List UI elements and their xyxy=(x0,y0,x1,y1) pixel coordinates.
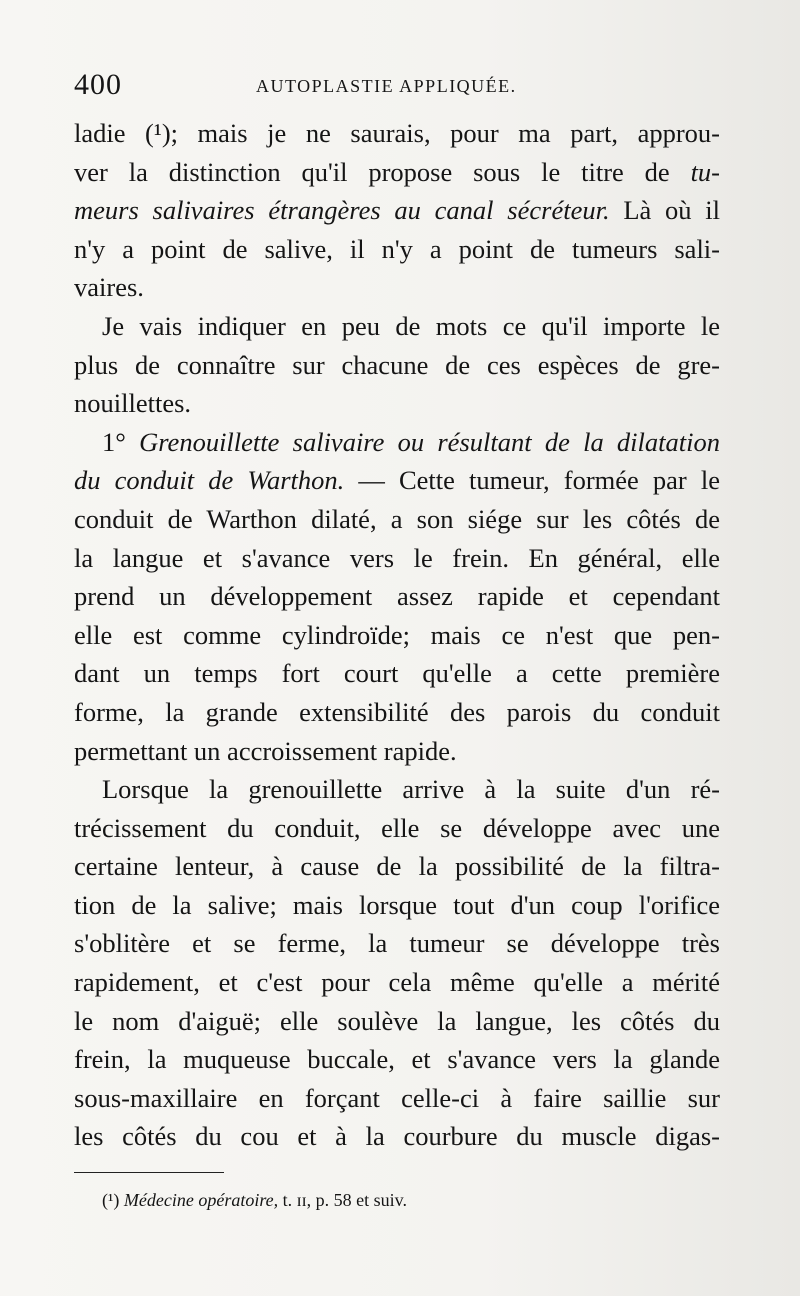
page-number: 400 xyxy=(74,68,122,101)
text-line xyxy=(74,770,720,809)
text-run: s'oblitère et se ferme, la tumeur se développe très xyxy=(74,928,720,959)
running-title: AUTOPLASTIE APPLIQUÉE. xyxy=(256,76,517,96)
paragraph xyxy=(74,423,720,770)
footnote-marker: (¹) xyxy=(102,1190,120,1210)
paragraph xyxy=(74,307,720,423)
text-run: tion de la salive; mais lorsque tout d'un coup l'orifice xyxy=(74,889,720,920)
italic-text: tu- xyxy=(690,156,720,187)
text-line xyxy=(74,847,720,886)
text-run: Je vais indiquer en peu de mots ce qu'il importe le xyxy=(102,310,720,341)
footnote-rule xyxy=(74,1172,224,1173)
text-run: nouillettes. xyxy=(74,388,192,419)
text-run: elle est comme cylindroïde; mais ce n'est que pen- xyxy=(74,619,720,650)
paragraph xyxy=(74,114,720,307)
text-line xyxy=(74,500,720,539)
text-line xyxy=(74,654,720,693)
text-run: le nom d'aiguë; elle soulève la langue, les côtés du xyxy=(74,1005,720,1036)
text-run: trécissement du conduit, elle se développe avec une xyxy=(74,812,720,843)
italic-text: Grenouillette salivaire ou résultant de la dilatation xyxy=(139,426,720,457)
text-line xyxy=(74,461,720,500)
text-run: Là où il xyxy=(609,195,720,226)
footnote xyxy=(102,1190,407,1211)
text-run: permettant un accroissement rapide. xyxy=(74,735,457,766)
italic-text: meurs salivaires étrangères au canal sécréteur. xyxy=(74,195,610,226)
text-run: — Cette tumeur, formée par le xyxy=(344,465,720,496)
text-run: vaires. xyxy=(74,272,144,303)
text-line xyxy=(74,1002,720,1041)
text-line xyxy=(74,924,720,963)
text-line xyxy=(74,384,720,423)
text-line xyxy=(74,963,720,1002)
text-run: rapidement, et c'est pour cela même qu'elle a mérité xyxy=(74,967,720,998)
text-line xyxy=(74,1117,720,1156)
text-line xyxy=(74,886,720,925)
text-line xyxy=(74,1040,720,1079)
text-line xyxy=(74,539,720,578)
footnote-rest: t. ɪɪ, p. 58 et suiv. xyxy=(278,1190,408,1210)
text-line xyxy=(74,191,720,230)
body-text xyxy=(74,114,720,1156)
text-run: prend un développement assez rapide et cependant xyxy=(74,581,720,612)
text-run: 1° xyxy=(102,426,140,457)
text-line xyxy=(74,693,720,732)
text-run: n'y a point de salive, il n'y a point de tumeurs sali- xyxy=(74,233,720,264)
text-line xyxy=(74,346,720,385)
text-line xyxy=(74,307,720,346)
paragraph xyxy=(74,770,720,1156)
text-run: ver la distinction qu'il propose sous le titre de xyxy=(74,156,691,187)
text-line xyxy=(74,1079,720,1118)
text-run: plus de connaître sur chacune de ces espèces de gre- xyxy=(74,349,720,380)
text-line xyxy=(74,577,720,616)
text-run: les côtés du cou et à la courbure du muscle digas- xyxy=(74,1121,720,1152)
text-run: frein, la muqueuse buccale, et s'avance vers la glande xyxy=(74,1044,720,1075)
text-line xyxy=(74,423,720,462)
text-line xyxy=(74,732,720,771)
text-line xyxy=(74,268,720,307)
text-line xyxy=(74,616,720,655)
text-run: forme, la grande extensibilité des parois du conduit xyxy=(74,696,720,727)
text-run: la langue et s'avance vers le frein. En général, elle xyxy=(74,542,720,573)
text-run: dant un temps fort court qu'elle a cette première xyxy=(74,658,720,689)
italic-text: du conduit de Warthon. xyxy=(74,465,345,496)
page-header xyxy=(74,68,724,108)
text-line xyxy=(74,809,720,848)
text-run: conduit de Warthon dilaté, a son siége sur les côtés de xyxy=(74,503,720,534)
footnote-title: Médecine opératoire, xyxy=(123,1190,279,1210)
text-line xyxy=(74,230,720,269)
text-line xyxy=(74,153,720,192)
text-run: ladie (¹); mais je ne saurais, pour ma part, approu- xyxy=(74,118,720,148)
text-run: Lorsque la grenouillette arrive à la suite d'un ré- xyxy=(102,774,720,805)
text-line xyxy=(74,114,720,153)
text-run: certaine lenteur, à cause de la possibilité de la filtra- xyxy=(74,851,720,882)
text-run: sous-maxillaire en forçant celle-ci à faire saillie sur xyxy=(74,1082,720,1113)
